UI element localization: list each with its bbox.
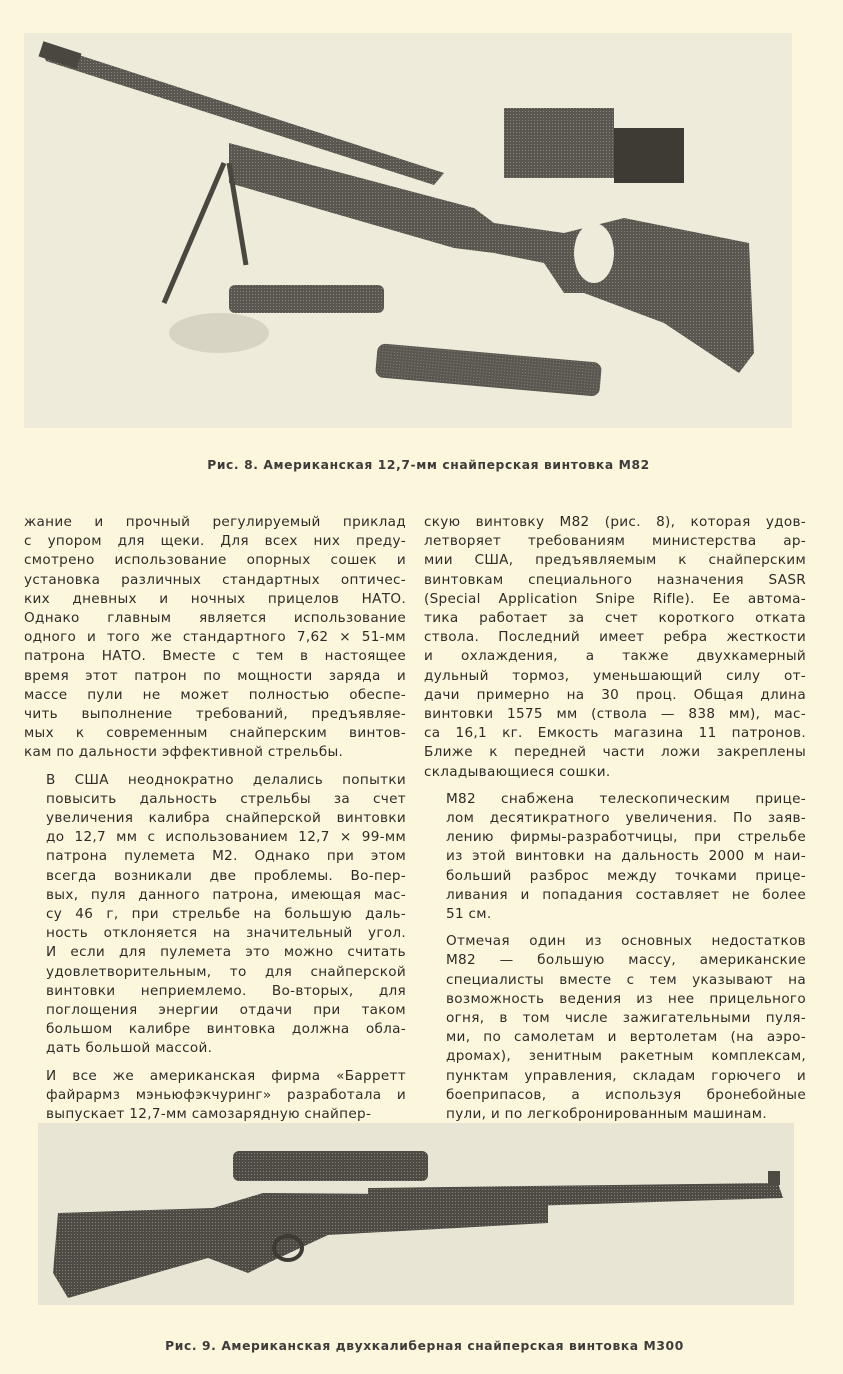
text-line: ность отклоняется на значительный угол. (46, 925, 406, 942)
scope-2 (375, 343, 602, 396)
text-line: летворяет требованиям министерства ар- (424, 533, 806, 550)
scope-1 (229, 285, 384, 313)
text-line: большом калибре винтовка должна обла- (46, 1021, 406, 1038)
text-line: складывающиеся сошки. (424, 763, 611, 780)
text-line: одного и того же стандартного 7,62 × 51-мм (24, 629, 406, 646)
m300-rifle-illustration (38, 1123, 794, 1305)
text-line: больший разброс между точками прице- (446, 867, 806, 884)
paragraph (424, 513, 806, 782)
left-text-column (24, 513, 406, 1124)
paragraph (424, 790, 806, 924)
paragraph (24, 513, 406, 763)
text-line: ких дневных и ночных прицелов НАТО. (24, 590, 406, 607)
text-line: установка различных стандартных оптичес- (24, 571, 406, 588)
text-line: винтовкам специального назначения SASR (424, 571, 806, 588)
text-line: поглощения энергии отдачи при таком (46, 1002, 406, 1019)
text-line: скую винтовку М82 (рис. 8), которая удов- (424, 514, 806, 530)
figure-8-caption: Рис. 8. Американская 12,7-мм снайперская винтовка М82 (207, 458, 650, 472)
text-line: И если для пулемета это можно считать (46, 944, 406, 961)
text-line: М82 снабжена телескопическим прице- (446, 790, 806, 807)
text-line: пули, и по легкобронированным машинам. (446, 1106, 767, 1123)
text-line: увеличения калибра снайперской винтовки (46, 810, 406, 827)
text-line: (Special Application Snipe Rifle). Ее автома- (424, 590, 806, 607)
text-line: специалисты вместе с тем указывают на (446, 971, 806, 988)
text-line: Однако главным является использование (24, 610, 406, 627)
telescopic-sight (233, 1151, 428, 1181)
text-line: файрармз мэньюфэкчуринг» разработала и (46, 1086, 406, 1103)
text-line: повысить дальность стрельбы за счет (46, 790, 406, 807)
paragraph (424, 932, 806, 1124)
text-line: патрона НАТО. Вместе с тем в настоящее (24, 648, 406, 665)
text-line: ми, по самолетам и вертолетам (на аэро- (446, 1029, 806, 1046)
text-line: кам по дальности эффективной стрельбы. (24, 744, 344, 761)
text-line: Отмечая один из основных недостатков (446, 933, 806, 950)
text-line: с упором для щеки. Для всех них преду- (24, 533, 406, 550)
text-line: винтовки 1575 мм (ствола — 838 мм), мас- (424, 706, 806, 723)
text-line: вых, пуля данного патрона, имеющая мас- (46, 886, 406, 903)
text-line: лению фирмы-разработчицы, при стрельбе (446, 829, 806, 846)
paragraph (24, 1067, 406, 1125)
paragraph (24, 771, 406, 1059)
text-line: огня, в том числе зажигательными пуля- (446, 1010, 806, 1027)
text-line: дульный тормоз, уменьшающий силу от- (424, 667, 806, 684)
text-line: И все же американская фирма «Барретт (46, 1067, 406, 1084)
text-line: В США неоднократно делались попытки (46, 771, 406, 788)
text-line: су 46 г, при стрельбе на большую даль- (46, 906, 406, 923)
text-line: 51 см. (446, 906, 492, 923)
front-sight (768, 1171, 780, 1185)
stock-thumbhole (574, 223, 614, 283)
figure-9-photo (38, 1123, 794, 1305)
text-line: всегда возникали две проблемы. Во-пер- (46, 867, 406, 884)
bipod-leg-left (164, 163, 224, 303)
text-line: лом десятикратного увеличения. По заяв- (446, 810, 806, 827)
text-line: и охлаждения, а также двухкамерный (424, 648, 806, 665)
text-line: удовлетворительным, то для снайперской (46, 963, 406, 980)
text-line: смотрено использование опорных сошек и (24, 552, 406, 569)
night-sight (504, 108, 614, 178)
text-line: чить выполнение требований, предъявляе- (24, 706, 406, 723)
text-line: дромах), зенитным ракетным комплексам, (446, 1048, 806, 1065)
text-line: пунктам управления, складам горючего и (446, 1067, 806, 1084)
text-line: са 16,1 кг. Емкость магазина 11 патронов. (424, 725, 806, 742)
m82-rifle-illustration (24, 33, 792, 428)
text-line: мии США, предъявляемым к снайперским (424, 552, 806, 569)
text-line: тика работает за счет короткого отката (424, 610, 806, 627)
text-line: из этой винтовки на дальность 2000 м наи- (446, 848, 806, 865)
text-line: время этот патрон по мощности заряда и (24, 667, 406, 684)
text-line: мых к современным снайперским винтов- (24, 725, 406, 742)
right-text-column (424, 513, 806, 1124)
text-line: Ближе к передней части ложи закреплены (424, 744, 806, 761)
text-line: дачи примерно на 30 проц. Общая длина (424, 686, 806, 703)
text-line: винтовки неприемлемо. Во-вторых, для (46, 982, 406, 999)
text-line: дать большой массой. (46, 1040, 213, 1057)
text-line: М82 — большую массу, американские (446, 952, 806, 969)
figure-9-caption: Рис. 9. Американская двухкалиберная снайперская винтовка М300 (165, 1339, 684, 1353)
text-line: боеприпасов, а используя бронебойные (446, 1086, 806, 1103)
text-line: патрона пулемета М2. Однако при этом (46, 848, 406, 865)
text-line: массе пули не может полностью обеспе- (24, 686, 406, 703)
text-line: выпускает 12,7-мм самозарядную снайпер- (46, 1106, 372, 1123)
text-line: ливания и попадания составляет не более (446, 886, 806, 903)
text-line: возможность ведения из нее прицельного (446, 990, 806, 1007)
text-line: ствола. Последний имеет ребра жесткости (424, 629, 806, 646)
cleaning-cloth (169, 313, 269, 353)
text-line: жание и прочный регулируемый приклад (24, 514, 406, 530)
text-line: до 12,7 мм с использованием 12,7 × 99-мм (46, 829, 406, 846)
figure-8-photo (24, 33, 792, 428)
